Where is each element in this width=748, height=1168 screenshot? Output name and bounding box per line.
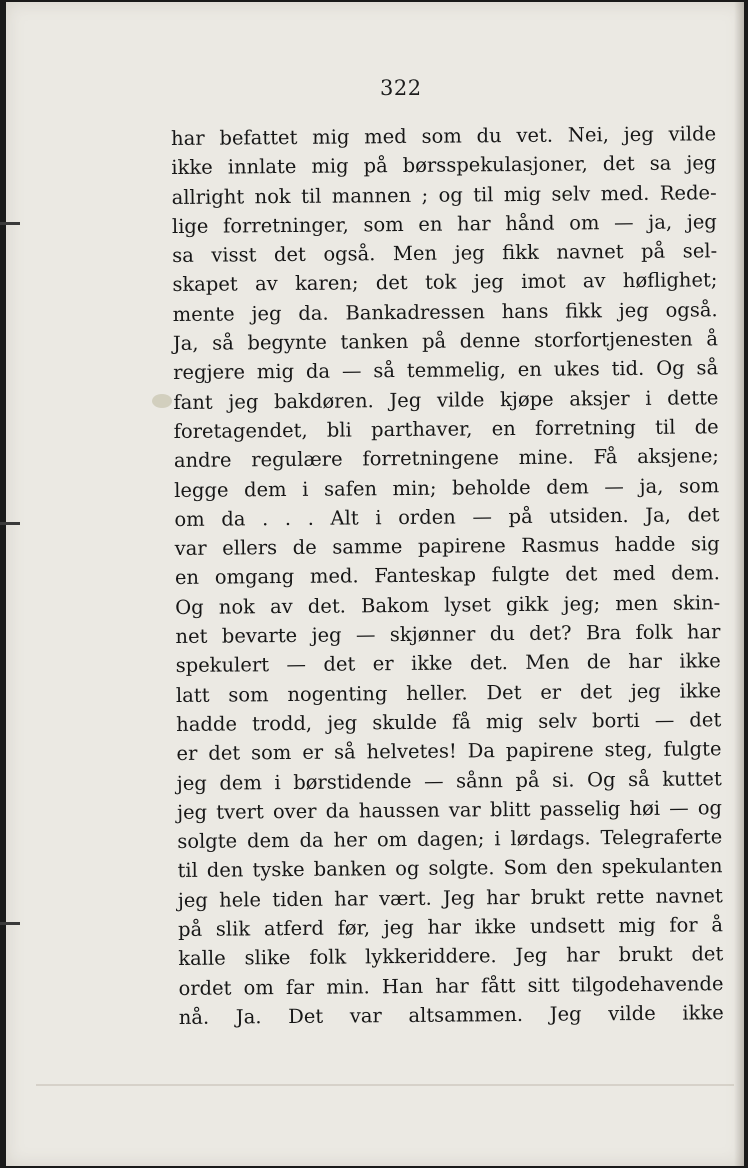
- text-line: sa visst det også. Men jeg fikk navnet på sel-: [172, 239, 718, 268]
- book-page: [6, 2, 744, 1166]
- text-line: skapet av karen; det tok jeg imot av høflighet;: [172, 268, 718, 297]
- page-fold-line: [36, 1084, 734, 1086]
- text-line: jeg dem i børstidende — sånn på si. Og så kuttet: [176, 766, 722, 795]
- text-line: net bevarte jeg — skjønner du det? Bra folk har: [175, 620, 721, 649]
- text-line: var ellers de samme papirene Rasmus hadde sig: [174, 532, 720, 561]
- text-line: lige forretninger, som en har hånd om — ja, jeg: [171, 210, 717, 238]
- text-line: kalle slike folk lykkeriddere. Jeg har brukt det: [178, 942, 724, 971]
- text-line: andre regulære forretningene mine. Få aksjene;: [173, 444, 720, 473]
- text-line: spekulert — det er ikke det. Men de har ikke: [175, 649, 721, 678]
- text-line: allright nok til mannen ; og til mig selv med. Rede-: [171, 180, 717, 209]
- text-line: foretagendet, bli parthaver, en forretning til de: [173, 415, 719, 443]
- text-line: ikke innlate mig på børsspekulasjoner, det sa jeg: [171, 151, 717, 180]
- text-line: hadde trodd, jeg skulde få mig selv borti — det: [176, 708, 722, 736]
- body-text: [171, 119, 724, 1032]
- margin-mark: [0, 522, 20, 525]
- margin-mark: [0, 222, 20, 225]
- text-line: en omgang med. Fanteskap fulgte det med dem.: [174, 561, 721, 590]
- text-line: fant jeg bakdøren. Jeg vilde kjøpe aksjer i dette: [173, 385, 719, 414]
- text-line: legge dem i safen min; beholde dem — ja, som: [174, 473, 720, 502]
- text-line: Ja, så begynte tanken på denne storfortjenesten å: [172, 327, 718, 356]
- text-line: latt som nogenting heller. Det er det jeg ikke: [175, 678, 722, 707]
- text-line: nå. Ja. Det var altsammen. Jeg vilde ikke: [178, 1001, 724, 1029]
- text-line: om da . . . Alt i orden — på utsiden. Ja, det: [174, 503, 720, 531]
- page-number: 322: [380, 76, 422, 100]
- text-line: ordet om far min. Han har fått sitt tilgodehavende: [178, 971, 724, 1000]
- page-edge-shadow: [734, 2, 744, 1166]
- margin-mark: [0, 922, 20, 925]
- text-line: til den tyske banken og solgte. Som den spekulanten: [177, 854, 723, 883]
- text-line: solgte dem da her om dagen; i lørdags. Telegraferte: [177, 825, 723, 854]
- text-line: Og nok av det. Bakom lyset gikk jeg; men skin-: [175, 590, 721, 619]
- text-line: jeg hele tiden har vært. Jeg har brukt rette navnet: [177, 883, 723, 912]
- text-line: regjere mig da — så temmelig, en ukes tid. Og så: [173, 356, 719, 385]
- text-line: jeg tvert over da haussen var blitt passelig høi — og: [176, 796, 723, 824]
- paper-stain: [152, 394, 172, 408]
- text-line: er det som er så helvetes! Da papirene steg, fulgte: [176, 737, 722, 766]
- text-line: har befattet mig med som du vet. Nei, jeg vilde: [171, 122, 717, 150]
- text-line: på slik atferd før, jeg har ikke undsett mig for å: [177, 913, 724, 941]
- text-line: mente jeg da. Bankadressen hans fikk jeg også.: [172, 298, 718, 326]
